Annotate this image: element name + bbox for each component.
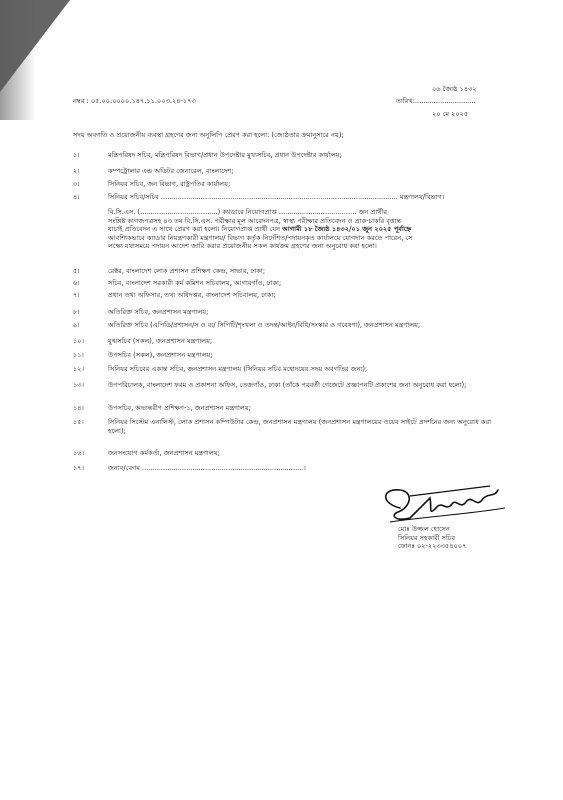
- item-number: ২।: [73, 167, 80, 175]
- list-item: জনসংযোগ কর্মকর্তা, জনপ্রশাসন মন্ত্রণালয়;: [108, 449, 220, 457]
- list-item: সিনিয়র সচিব, জন বিভাগ, রাষ্ট্রপতির কার্যালয়;: [108, 180, 231, 188]
- paragraph-line: সংশ্লিষ্ট কাগজপত্রসহ ৪৩ তম বি.সি.এস. পরীক্ষার মূল আবেদনপত্র, স্বাস্থ্য পরীক্ষার প্রতিবেদন ও প্রাক-চাকরি বৃত্তান্ত: [108, 216, 402, 225]
- date-label: তারিখ:.............................: [396, 97, 476, 105]
- item-number: ১২।: [73, 365, 84, 373]
- item-number: ৫।: [73, 267, 80, 275]
- signature-block: [398, 525, 466, 551]
- intro-text: সদয় অবগতি ও প্রয়োজনীয় ব্যবস্থা গ্রহণের জন্য অনুলিপি প্রেরণ করা হলো: (জ্যেষ্ঠতার ক্রমানুসারে নয়);: [73, 131, 344, 139]
- item-number: ৩।: [73, 180, 80, 188]
- item-number: ১১।: [73, 351, 84, 359]
- list-item: যুগ্মসচিব (সকল), জনপ্রশাসন মন্ত্রণালয়;: [108, 337, 213, 345]
- header-date-english: ২০ মে ২০২৫: [432, 110, 469, 118]
- memo-number: নম্বর : ০৫.০০.০০০০.১৪৭.১১.০০৩.২৪-১৭৩: [73, 97, 196, 105]
- list-item: উপপরিচালক, বাংলাদেশ ফরম ও প্রকাশনা অফিস, তেজগাঁও, ঢাকা (তাঁকে পরবর্তী গেজেটে প্রজ্ঞাপনটি প্রকাশের জন্য অনুরোধ করা হলো);: [108, 381, 467, 389]
- list-item: সিনিয়র সচিব/সচিব ................................................................................................................. মন্ত্রণালয়/বিভাগ।: [108, 193, 445, 201]
- list-item: সিনিয়র সিস্টেম এনালিস্ট, লোক প্রশাসন কম্পিউটার কেন্দ্র, জনপ্রশাসন মন্ত্রণালয় (জনপ্রশাসন মন্ত্রণালয়ের ওয়েব সাইটে প্রদর্শনের জন্য অনুরোধ করা হলো);: [108, 418, 492, 435]
- list-item: সিনিয়র সচিবের একান্ত সচিব, জনপ্রশাসন মন্ত্রণালয় (সিনিয়র সচিব মহোদয়ের সদয় অবগতির জন্য);: [108, 365, 368, 373]
- list-item: কম্পট্রোলার এন্ড অডিটর জেনারেল, বাংলাদেশ;: [108, 167, 234, 175]
- paragraph-line: [108, 225, 512, 234]
- list-item: মন্ত্রিপরিষদ সচিব, মন্ত্রিপরিষদ বিভাগ/প্রধান উপদেষ্টার মুখ্যসচিব, প্রধান উপদেষ্টার কার্যালয়;: [108, 151, 342, 159]
- list-item: জনাব/বেগম .............................................................................।: [108, 464, 306, 472]
- list-item: উপসচিব (সকল), জনপ্রশাসন মন্ত্রণালয়;: [108, 351, 213, 359]
- item-number: ১৭।: [73, 464, 84, 472]
- item-number: ১।: [73, 151, 80, 159]
- item-number: ১৬।: [73, 449, 84, 457]
- item-number: ৭।: [73, 291, 80, 299]
- joining-deadline: আগামী ১৮ জ্যৈষ্ঠ ১৪৩২/০১ জুন ২০২৫ পূর্বাহ্নে: [282, 225, 412, 234]
- paragraph-line: লক্ষ্যে যথাসময়ে পদায়ন আদেশ জারি করার প্রয়োজনীয় সকল কার্যক্রম গ্রহণের জন্য অনুরোধ করা হলো।: [108, 242, 377, 251]
- paragraph-line: বি.সি.এস. (.....................................) ক্যাডারে নিয়োগপ্রাপ্ত ..................................... জন প্রার্থীর: [108, 208, 388, 216]
- signatory-title: সিনিয়র সহকারী সচিব: [398, 533, 456, 542]
- item-number: ১৪।: [73, 404, 84, 412]
- list-item: অতিরিক্ত সচিব, জনপ্রশাসন মন্ত্রণালয়;: [108, 308, 209, 316]
- list-item: রেক্টর, বাংলাদেশ লোক প্রশাসন প্রশিক্ষণ কেন্দ্র, সাভার, ঢাকা;: [108, 267, 266, 275]
- item-number: ১৩।: [73, 381, 84, 389]
- header-date-bangla: ০৬ জ্যৈষ্ঠ ১৪৩২: [432, 85, 477, 93]
- signatory-name: মোঃ উজ্জল হোসেন: [398, 525, 450, 533]
- item-number: ৪।: [73, 193, 80, 201]
- item-number: ৬।: [73, 279, 80, 287]
- page-edge-shadow: [0, 0, 36, 120]
- signatory-phone: ফোনঃ ০২-২২৩৩৫৪০০৭: [398, 542, 467, 551]
- item-number: ৮।: [73, 308, 80, 316]
- item-number: ১৫।: [73, 418, 84, 426]
- list-item: উপসচিব, অভ্যন্তরীণ প্রশিক্ষণ-১, জনপ্রশাসন মন্ত্রণালয়;: [108, 404, 251, 412]
- list-item: সচিব, বাংলাদেশ সরকারী কর্ম কমিশন সচিবালয়, আগারগাঁও, ঢাকা;: [108, 279, 282, 287]
- paragraph-line: আবশ্যিকভাবে ক্যাডার নিয়ন্ত্রণকারী মন্ত্রণালয়/ বিভাগ কর্তৃক নির্দেশিত/পদায়নকৃত কার্যালয়ে যোগদান করতে পারেন, সে: [108, 233, 413, 242]
- item-number: ১০।: [73, 337, 84, 345]
- list-item: অতিরিক্ত সচিব (এপিডি/প্রশাসন/স ও ব্য/ সিপিটি/শৃংখলা ও তদন্ত/আইন/বিধি/সংস্কার ও গবেষণা), জনপ্রশাসন মন্ত্রণালয়;: [108, 321, 421, 329]
- list-item: প্রধান তথ্য অফিসার, তথ্য অধিদপ্তর, বাংলাদেশ সচিবালয়, ঢাকা;: [108, 291, 276, 299]
- item-number: ৯।: [73, 321, 80, 329]
- paragraph-text: যাচাই প্রতিবেদন এ সাথে প্রেরণ করা হলো। নিয়োগপ্রাপ্ত প্রার্থী যেন: [108, 225, 283, 234]
- body-paragraph: [108, 208, 512, 251]
